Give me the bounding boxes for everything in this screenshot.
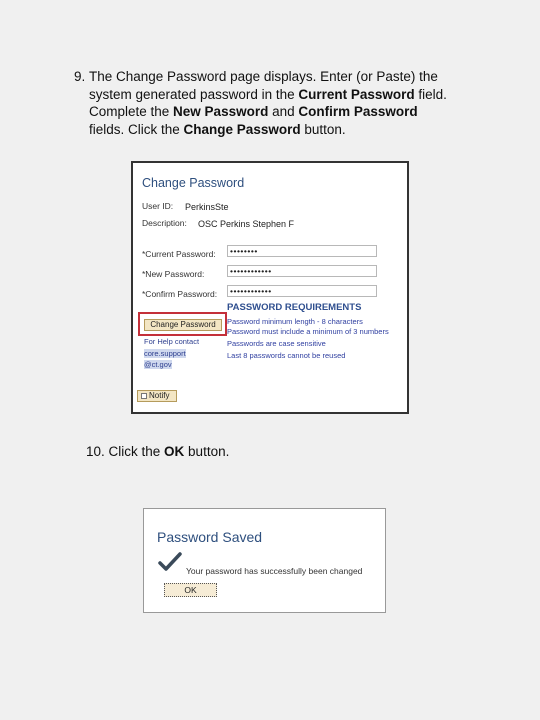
help-email-link[interactable]: core.support — [144, 349, 186, 358]
step-9-text — [74, 68, 494, 138]
step-9-line-1: The Change Password page displays. Enter (or Paste) the — [89, 69, 438, 84]
checkmark-icon — [158, 552, 182, 572]
confirm-password-field[interactable]: •••••••••••• — [227, 285, 377, 297]
step-10-text-a: 10. Click the — [86, 444, 165, 459]
step-9-line-3d: Confirm Password — [298, 104, 418, 119]
step-10-text-c: button. — [184, 444, 230, 459]
notify-button[interactable] — [137, 390, 177, 402]
page-title: Password Saved — [157, 529, 263, 545]
step-10-text-b: OK — [164, 444, 185, 459]
current-password-label: *Current Password: — [142, 249, 216, 259]
notify-icon — [141, 393, 147, 399]
description-value: OSC Perkins Stephen F — [198, 219, 295, 229]
requirement-item: Password minimum length - 8 characters — [227, 317, 363, 326]
step-9-line-4a: fields. Click the — [89, 121, 184, 137]
page-title: Change Password — [142, 176, 245, 190]
confirm-password-label: *Confirm Password: — [142, 289, 218, 299]
requirement-item: Passwords are case sensitive — [227, 339, 326, 348]
step-9-line-2a: system generated password in the — [89, 86, 299, 102]
current-password-field[interactable]: •••••••• — [227, 245, 377, 257]
change-password-screenshot — [131, 161, 409, 414]
requirements-title: PASSWORD REQUIREMENTS — [227, 302, 362, 313]
step-10-instructions — [86, 443, 229, 460]
step-9-line-3b: New Password — [173, 104, 269, 119]
step-9-line-3c: and — [268, 104, 299, 119]
help-contact-text: For Help contact — [144, 337, 200, 346]
step-number: 9. — [74, 69, 86, 84]
user-id-value: PerkinsSte — [185, 202, 229, 212]
requirement-item: Last 8 passwords cannot be reused — [227, 351, 346, 360]
ok-button[interactable]: OK — [164, 583, 217, 597]
step-9-line-4c: button. — [300, 121, 346, 137]
step-9-line-2c: field. — [414, 86, 447, 102]
password-saved-screenshot — [143, 508, 386, 613]
requirement-item: Password must include a minimum of 3 numbers — [227, 327, 389, 336]
step-9-line-2b: Current Password — [298, 86, 415, 102]
new-password-label: *New Password: — [142, 269, 205, 279]
help-email-link-domain[interactable]: @ct.gov — [144, 360, 172, 369]
step-9-line-3a: Complete the — [89, 104, 174, 119]
step-9-instructions — [74, 68, 494, 138]
new-password-field[interactable]: •••••••••••• — [227, 265, 377, 277]
change-password-button[interactable]: Change Password — [144, 319, 222, 331]
description-label: Description: — [142, 218, 187, 228]
notify-label: Notify — [149, 391, 170, 400]
step-9-line-4b: Change Password — [183, 121, 301, 137]
user-id-label: User ID: — [142, 201, 174, 211]
success-message: Your password has successfully been changed — [186, 566, 363, 576]
